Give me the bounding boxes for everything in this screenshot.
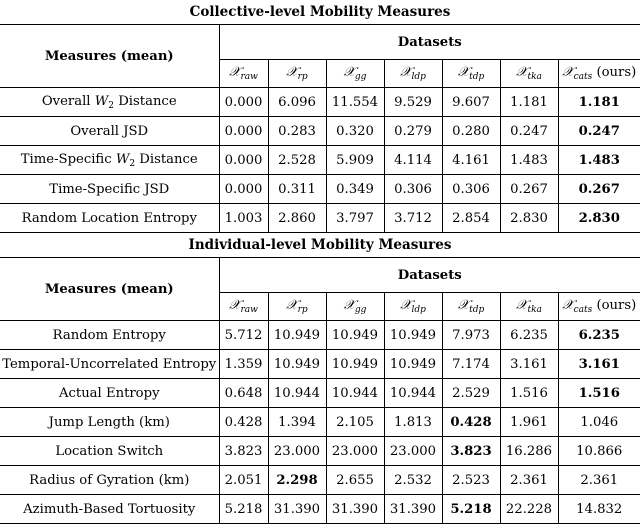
dataset-symbol: 𝒳 bbox=[286, 65, 298, 80]
dataset-subscript: ldp bbox=[411, 305, 426, 315]
value-cell: 3.823 bbox=[219, 437, 268, 466]
dataset-column-header bbox=[442, 293, 500, 321]
dataset-subscript: tka bbox=[527, 305, 542, 315]
table-row bbox=[0, 146, 640, 175]
value-cell: 0.000 bbox=[219, 146, 268, 175]
value-cell: 0.306 bbox=[384, 175, 442, 204]
individual-header-row bbox=[0, 258, 640, 293]
value-cell: 14.832 bbox=[558, 495, 640, 524]
value-cell: 6.235 bbox=[558, 321, 640, 350]
value-cell: 23.000 bbox=[384, 437, 442, 466]
value-cell: 0.000 bbox=[219, 117, 268, 146]
value-cell: 0.267 bbox=[558, 175, 640, 204]
value-cell: 3.161 bbox=[500, 350, 558, 379]
table-row bbox=[0, 88, 640, 117]
measure-label bbox=[0, 350, 219, 379]
dataset-subscript: rp bbox=[297, 305, 308, 315]
value-cell: 10.949 bbox=[268, 350, 326, 379]
value-cell: 2.528 bbox=[268, 146, 326, 175]
value-cell: 2.830 bbox=[500, 204, 558, 233]
measure-label bbox=[0, 379, 219, 408]
measure-label bbox=[0, 204, 219, 233]
dataset-column-header bbox=[219, 60, 268, 88]
dataset-subscript: tdp bbox=[469, 72, 485, 82]
value-cell: 1.483 bbox=[558, 146, 640, 175]
value-cell: 1.359 bbox=[219, 350, 268, 379]
dataset-column-header bbox=[326, 293, 384, 321]
value-cell: 2.051 bbox=[219, 466, 268, 495]
dataset-column-header bbox=[500, 293, 558, 321]
value-cell: 7.973 bbox=[442, 321, 500, 350]
value-cell: 2.298 bbox=[268, 466, 326, 495]
dataset-subscript: gg bbox=[354, 72, 367, 82]
dataset-subscript: tdp bbox=[469, 305, 485, 315]
dataset-symbol: 𝒳 bbox=[457, 298, 470, 313]
dataset-symbol: 𝒳 bbox=[229, 298, 241, 313]
value-cell: 1.181 bbox=[558, 88, 640, 117]
value-cell: 0.648 bbox=[219, 379, 268, 408]
dataset-column-header bbox=[268, 293, 326, 321]
measure-label-text: Temporal-Uncorrelated Entropy bbox=[2, 356, 217, 372]
measure-label-var: W bbox=[115, 151, 130, 167]
dataset-subscript: cats bbox=[573, 72, 593, 82]
dataset-subscript: ldp bbox=[411, 72, 426, 82]
dataset-symbol: 𝒳 bbox=[343, 298, 355, 313]
measure-label bbox=[0, 466, 219, 495]
value-cell: 1.516 bbox=[558, 379, 640, 408]
dataset-subscript: gg bbox=[354, 305, 367, 315]
value-cell: 0.279 bbox=[384, 117, 442, 146]
dataset-suffix: (ours) bbox=[592, 65, 637, 80]
measure-label-text: Overall bbox=[41, 93, 95, 109]
dataset-column-header bbox=[384, 60, 442, 88]
measures-header: Measures (mean) bbox=[0, 258, 219, 321]
value-cell: 10.949 bbox=[326, 350, 384, 379]
dataset-symbol: 𝒳 bbox=[343, 65, 355, 80]
dataset-subscript: tka bbox=[527, 72, 542, 82]
value-cell: 10.949 bbox=[384, 321, 442, 350]
value-cell: 2.854 bbox=[442, 204, 500, 233]
measure-label-text: Random Location Entropy bbox=[21, 210, 197, 226]
value-cell: 1.003 bbox=[219, 204, 268, 233]
value-cell: 5.909 bbox=[326, 146, 384, 175]
dataset-subscript: cats bbox=[573, 305, 593, 315]
value-cell: 10.866 bbox=[558, 437, 640, 466]
table-row bbox=[0, 408, 640, 437]
table-row bbox=[0, 350, 640, 379]
dataset-symbol: 𝒳 bbox=[562, 65, 574, 80]
value-cell: 1.046 bbox=[558, 408, 640, 437]
value-cell: 0.283 bbox=[268, 117, 326, 146]
dataset-symbol: 𝒳 bbox=[516, 298, 528, 313]
value-cell: 1.516 bbox=[500, 379, 558, 408]
collective-header-row bbox=[0, 25, 640, 60]
measure-label-text: Jump Length (km) bbox=[48, 414, 170, 430]
measure-label bbox=[0, 117, 219, 146]
value-cell: 0.311 bbox=[268, 175, 326, 204]
collective-title-row bbox=[0, 0, 640, 25]
value-cell: 5.218 bbox=[442, 495, 500, 524]
value-cell: 11.554 bbox=[326, 88, 384, 117]
value-cell: 3.823 bbox=[442, 437, 500, 466]
table-row bbox=[0, 466, 640, 495]
value-cell: 9.529 bbox=[384, 88, 442, 117]
measure-label bbox=[0, 88, 219, 117]
table-row bbox=[0, 175, 640, 204]
value-cell: 0.247 bbox=[500, 117, 558, 146]
value-cell: 10.944 bbox=[268, 379, 326, 408]
value-cell: 2.860 bbox=[268, 204, 326, 233]
value-cell: 5.712 bbox=[219, 321, 268, 350]
value-cell: 0.428 bbox=[442, 408, 500, 437]
section-title: Collective-level Mobility Measures bbox=[0, 0, 640, 25]
measure-label bbox=[0, 437, 219, 466]
dataset-suffix: (ours) bbox=[592, 298, 637, 313]
datasets-header: Datasets bbox=[397, 34, 462, 50]
dataset-column-header bbox=[558, 60, 640, 88]
dataset-symbol: 𝒳 bbox=[516, 65, 528, 80]
measure-label-text: Location Switch bbox=[55, 443, 164, 459]
measure-label-text: Azimuth-Based Tortuosity bbox=[23, 501, 196, 517]
value-cell: 3.161 bbox=[558, 350, 640, 379]
dataset-subscript: raw bbox=[240, 72, 258, 82]
measure-label-sub: 2 bbox=[108, 100, 115, 111]
value-cell: 2.532 bbox=[384, 466, 442, 495]
table-row bbox=[0, 437, 640, 466]
value-cell: 0.428 bbox=[219, 408, 268, 437]
measure-label bbox=[0, 146, 219, 175]
value-cell: 1.394 bbox=[268, 408, 326, 437]
value-cell: 1.961 bbox=[500, 408, 558, 437]
dataset-column-header bbox=[219, 293, 268, 321]
value-cell: 2.361 bbox=[500, 466, 558, 495]
measure-label-sub: 2 bbox=[129, 158, 136, 169]
dataset-column-header bbox=[442, 60, 500, 88]
dataset-symbol: 𝒳 bbox=[562, 298, 574, 313]
value-cell: 0.267 bbox=[500, 175, 558, 204]
value-cell: 31.390 bbox=[326, 495, 384, 524]
value-cell: 1.181 bbox=[500, 88, 558, 117]
value-cell: 5.218 bbox=[219, 495, 268, 524]
value-cell: 1.483 bbox=[500, 146, 558, 175]
value-cell: 2.655 bbox=[326, 466, 384, 495]
value-cell: 0.320 bbox=[326, 117, 384, 146]
datasets-header: Datasets bbox=[397, 267, 462, 283]
value-cell: 10.949 bbox=[384, 350, 442, 379]
value-cell: 2.830 bbox=[558, 204, 640, 233]
measure-label-text: Time-Specific JSD bbox=[49, 181, 170, 197]
dataset-symbol: 𝒳 bbox=[457, 65, 470, 80]
measure-label-tail: Distance bbox=[114, 93, 177, 109]
value-cell: 2.529 bbox=[442, 379, 500, 408]
dataset-subscript: raw bbox=[240, 305, 258, 315]
measure-label-text: Actual Entropy bbox=[58, 385, 160, 401]
individual-title-row bbox=[0, 233, 640, 258]
value-cell: 22.228 bbox=[500, 495, 558, 524]
value-cell: 23.000 bbox=[268, 437, 326, 466]
table-row bbox=[0, 321, 640, 350]
value-cell: 7.174 bbox=[442, 350, 500, 379]
measures-header: Measures (mean) bbox=[0, 25, 219, 88]
value-cell: 2.523 bbox=[442, 466, 500, 495]
dataset-column-header bbox=[268, 60, 326, 88]
value-cell: 0.000 bbox=[219, 175, 268, 204]
value-cell: 9.607 bbox=[442, 88, 500, 117]
measure-label bbox=[0, 321, 219, 350]
value-cell: 1.813 bbox=[384, 408, 442, 437]
value-cell: 10.949 bbox=[268, 321, 326, 350]
value-cell: 6.096 bbox=[268, 88, 326, 117]
value-cell: 0.000 bbox=[219, 88, 268, 117]
table-row bbox=[0, 379, 640, 408]
dataset-column-header bbox=[384, 293, 442, 321]
value-cell: 2.105 bbox=[326, 408, 384, 437]
dataset-column-header bbox=[500, 60, 558, 88]
value-cell: 0.247 bbox=[558, 117, 640, 146]
value-cell: 10.949 bbox=[326, 321, 384, 350]
value-cell: 10.944 bbox=[384, 379, 442, 408]
dataset-symbol: 𝒳 bbox=[286, 298, 298, 313]
dataset-symbol: 𝒳 bbox=[400, 298, 412, 313]
dataset-column-header bbox=[558, 293, 640, 321]
measure-label bbox=[0, 408, 219, 437]
value-cell: 3.712 bbox=[384, 204, 442, 233]
dataset-column-header bbox=[326, 60, 384, 88]
section-title: Individual-level Mobility Measures bbox=[0, 233, 640, 258]
table-row bbox=[0, 204, 640, 233]
measure-label-tail: Distance bbox=[135, 151, 198, 167]
value-cell: 31.390 bbox=[268, 495, 326, 524]
dataset-subscript: rp bbox=[297, 72, 308, 82]
value-cell: 4.161 bbox=[442, 146, 500, 175]
measure-label-text: Radius of Gyration (km) bbox=[29, 472, 190, 488]
measure-label-text: Overall JSD bbox=[70, 123, 149, 139]
value-cell: 16.286 bbox=[500, 437, 558, 466]
measure-label bbox=[0, 175, 219, 204]
value-cell: 3.797 bbox=[326, 204, 384, 233]
table-row bbox=[0, 117, 640, 146]
value-cell: 0.280 bbox=[442, 117, 500, 146]
value-cell: 6.235 bbox=[500, 321, 558, 350]
value-cell: 0.306 bbox=[442, 175, 500, 204]
measure-label-text: Time-Specific bbox=[20, 151, 116, 167]
measure-label-var: W bbox=[94, 93, 109, 109]
dataset-symbol: 𝒳 bbox=[229, 65, 241, 80]
value-cell: 31.390 bbox=[384, 495, 442, 524]
value-cell: 2.361 bbox=[558, 466, 640, 495]
dataset-symbol: 𝒳 bbox=[400, 65, 412, 80]
value-cell: 4.114 bbox=[384, 146, 442, 175]
measure-label-text: Random Entropy bbox=[52, 327, 166, 343]
value-cell: 23.000 bbox=[326, 437, 384, 466]
value-cell: 0.349 bbox=[326, 175, 384, 204]
value-cell: 10.944 bbox=[326, 379, 384, 408]
